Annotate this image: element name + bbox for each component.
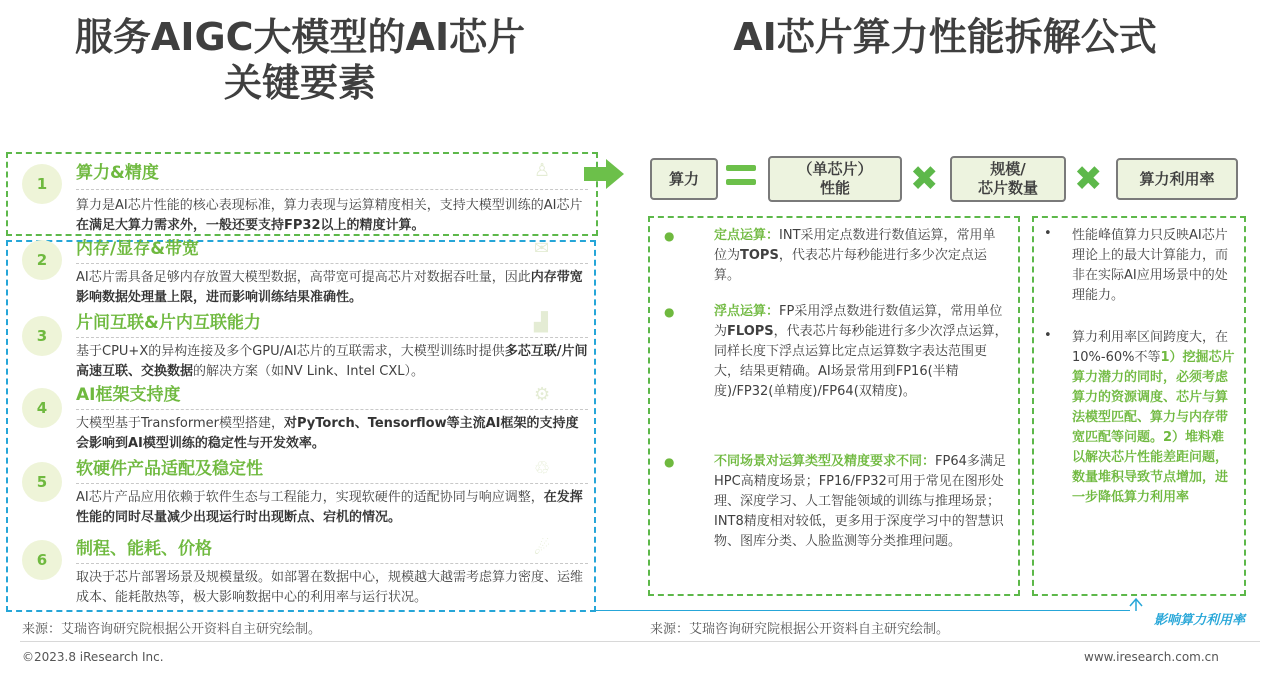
point-text: 不同场景对运算类型及精度要求不同：FP64多满足HPC高精度场景；FP16/FP32可用于常见在图形处理、深度学习、人工智能领域的训练与推理场景；INT8精度相对较低，更多用于深度学习中的智慧识物、图库分类、人脸监测等分类推理问题。 (714, 454, 1006, 549)
item-text: AI芯片需具备足够内存放置大模型数据，高带宽可提高芯片对数据吞吐量，因此内存带宽影响数据处理量上限，进而影响训练结果准确性。 (76, 270, 583, 305)
left-title (0, 14, 600, 106)
divider (76, 337, 588, 338)
list-item (14, 238, 594, 312)
item-number: 5 (22, 462, 62, 502)
item-title: 片间互联&片内互联能力 (76, 313, 261, 333)
divider (76, 409, 588, 410)
mail-icon: ✉ (534, 238, 550, 259)
multiply-icon: ✖ (910, 159, 939, 199)
item-text: 算力是AI芯片性能的核心表现标准，算力表现与运算精度相关，支持大模型训练的AI芯片在满足大算力需求外，一般还要支持FP32以上的精度计算。 (76, 198, 583, 233)
equals-bar-top (726, 165, 756, 171)
item-title: 内存/显存&带宽 (76, 239, 200, 259)
left-title-line2: 关键要素 (223, 61, 376, 105)
formula-compute-box: 算力 (650, 158, 718, 200)
item-title: 软硬件产品适配及稳定性 (76, 459, 263, 479)
bullet-icon: ● (664, 229, 675, 243)
source-note-left: 来源：艾瑞咨询研究院根据公开资料自主研究绘制。 (22, 622, 322, 637)
bullet-icon: ● (664, 305, 675, 319)
list-item (14, 458, 594, 532)
hand-coin-icon: ☄ (534, 538, 551, 559)
formula-utilization-box: 算力利用率 (1116, 158, 1238, 200)
list-item (14, 538, 594, 612)
point-text: 性能峰值算力只反映AI芯片理论上的最大计算能力，而非在实际AI应用场景中的处理能力。 (1072, 228, 1229, 303)
bullet-icon: • (1044, 226, 1052, 241)
point-text: 浮点运算：FP采用浮点数进行数值运算，常用单位为FLOPS，代表芯片每秒能进行多少次浮点运算，同样长度下浮点运算比定点运算数字表达范围更大，结果更精确。AI场景常用到FP16(半精度)/FP32(单精度)/FP64(双精度)。 (714, 304, 1008, 399)
website-link[interactable]: www.iresearch.com.cn (1084, 650, 1219, 664)
divider (76, 263, 588, 264)
formula-single-chip-box (768, 156, 902, 202)
single-chip-line1: （单芯片） (797, 160, 873, 178)
list-item (14, 384, 594, 458)
item-number: 2 (22, 240, 62, 280)
handshake-icon: ♲ (534, 458, 551, 479)
item-number: 4 (22, 388, 62, 428)
bullet-icon: • (1044, 328, 1052, 343)
divider (76, 563, 588, 564)
divider (76, 483, 588, 484)
divider (76, 189, 588, 190)
left-title-line1: 服务AIGC大模型的AI芯片 (74, 15, 526, 59)
item-number: 1 (22, 164, 62, 204)
item-text: 取决于芯片部署场景及规模量级。如部署在数据中心，规模越大越需考虑算力密度、运维成本、能耗散热等，极大影响数据中心的利用率与运行状况。 (76, 570, 584, 605)
item-title: 算力&精度 (76, 163, 159, 183)
single-chip-line2: 性能 (819, 179, 850, 197)
item-text: AI芯片产品应用依赖于软件生态与工程能力，实现软硬件的适配协同与响应调整，在发挥性能的同时尽量减少出现运行时出现断点、宕机的情况。 (76, 490, 583, 525)
bullet-icon: ● (664, 455, 675, 469)
point-text: 算力利用率区间跨度大，在10%-60%不等1）挖掘芯片算力潜力的同时，必须考虑算力的资源调度、芯片与算法模型匹配、算力与内存带宽匹配等问题。2）堆料难以解决芯片性能差距问题，数量堆积导致节点增加，进一步降低算力利用率 (1072, 330, 1235, 505)
footer-divider (20, 641, 1260, 642)
person-icon: ♙ (534, 160, 551, 181)
gear-icon: ⚙ (534, 384, 551, 405)
list-item (14, 158, 594, 236)
list-item (14, 312, 594, 386)
source-note-right: 来源：艾瑞咨询研究院根据公开资料自主研究绘制。 (650, 622, 950, 637)
scale-line1: 规模/ (990, 160, 1026, 178)
connector-line (596, 610, 1130, 611)
scale-line2: 芯片数量 (977, 179, 1038, 197)
right-title: AI芯片算力性能拆解公式 (733, 15, 1157, 59)
up-arrow-icon (1128, 596, 1144, 612)
annotation-label: 影响算力利用率 (1154, 613, 1246, 628)
multiply-icon: ✖ (1074, 159, 1103, 199)
item-number: 6 (22, 540, 62, 580)
point-text: 定点运算：INT采用定点数进行数值运算，常用单位为TOPS，代表芯片每秒能进行多少次定点运算。 (714, 228, 996, 283)
item-title: AI框架支持度 (76, 385, 181, 405)
item-text: 基于CPU+X的异构连接及多个GPU/AI芯片的互联需求，大模型训练时提供多芯互联/片间高速互联、交换数据的解决方案（如NV Link、Intel CXL）。 (76, 344, 588, 379)
bar-chart-icon: ▟ (534, 312, 548, 333)
copyright: ©2023.8 iResearch Inc. (22, 650, 164, 664)
item-text: 大模型基于Transformer模型搭建，对PyTorch、Tensorflow等主流AI框架的支持度会影响到AI模型训练的稳定性与开发效率。 (76, 416, 579, 451)
item-number: 3 (22, 316, 62, 356)
equals-bar-bottom (726, 179, 756, 185)
formula-scale-box (950, 156, 1066, 202)
item-title: 制程、能耗、价格 (76, 539, 212, 559)
equals-sign (726, 165, 756, 185)
